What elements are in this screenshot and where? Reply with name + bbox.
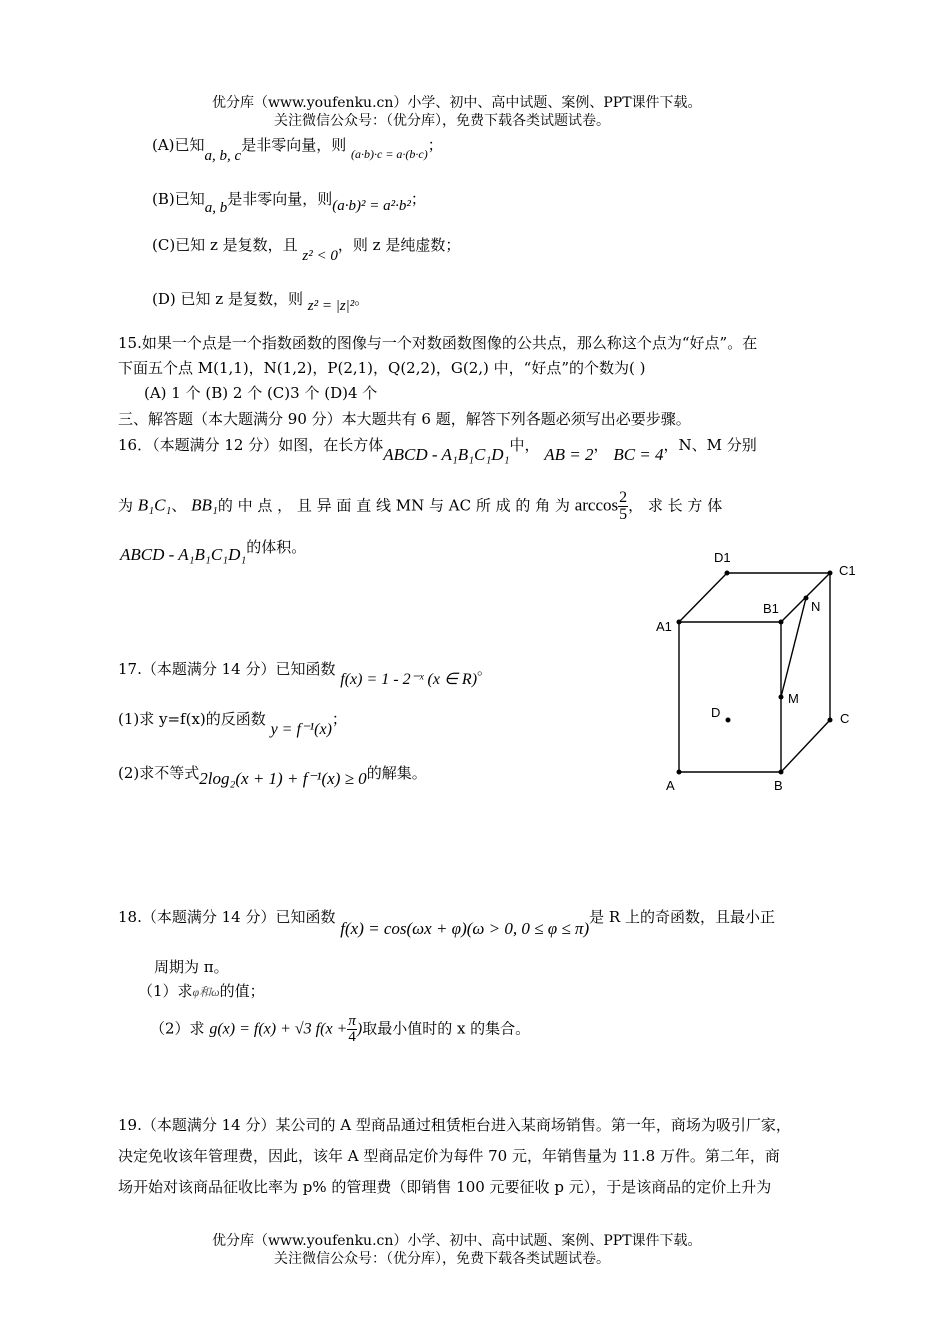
q14-d-prefix: (D) 已知 z 是复数，则: [152, 290, 303, 308]
q16-frac-num: 2: [619, 489, 628, 506]
q14-d-formula: z² = |z|²: [307, 298, 355, 314]
q16-line-2: [118, 490, 834, 523]
q16-line-1: [118, 434, 757, 464]
q15-options: (A) 1 个 (B) 2 个 (C)3 个 (D)4 个: [144, 384, 378, 402]
label-d: D: [711, 705, 721, 720]
q18-p1-formula: φ和ω: [192, 985, 220, 999]
footer-line-1: 优分库（www.youfenku.cn）小学、初中、高中试题、案例、PPT课件下载。: [212, 1233, 702, 1249]
q16-b1c1: B₁C₁: [137, 495, 172, 515]
q18-p2-fraction: [347, 1014, 357, 1045]
label-c1: C1: [839, 563, 856, 578]
q14-c-end: ，则 z 是纯虚数；: [337, 236, 461, 254]
q18-frac-den: 4: [348, 1029, 356, 1045]
q14-a-vectors: a, b, c: [204, 148, 242, 164]
q14-b-prefix: (B)已知: [152, 190, 205, 208]
q18-p2-formula-b: ): [356, 1020, 363, 1038]
q18-intro: 18.（本题满分 14 分）已知函数: [118, 908, 336, 926]
q17-intro: 17.（本题满分 14 分）已知函数: [118, 660, 336, 678]
q14-a-middle: 是非零向量，则: [241, 136, 347, 154]
header-line-2: 关注微信公众号：（优分库），免费下载各类试题试卷。: [274, 113, 610, 129]
q16-line2-text: 的 中 点 ， 且 异 面 直 线 MN 与 AC 所 成 的 角 为: [217, 496, 570, 515]
q18-part-1: [138, 980, 265, 1001]
q16-fraction: [618, 490, 628, 523]
footer-line-2: 关注微信公众号：（优分库），免费下载各类试题试卷。: [274, 1251, 610, 1267]
q16-bb1: BB₁: [191, 495, 218, 515]
edge-b-c: [781, 720, 830, 772]
point-m: [779, 695, 784, 700]
q18-p2-prefix: （2）求: [150, 1019, 205, 1038]
label-d1: D1: [714, 550, 731, 565]
q18-frac-num: π: [348, 1013, 356, 1029]
q15-line-2: 下面五个点 M(1,1)，N(1,2)，P(2,1)，Q(2,2)，G(2,) 中，“好点”的个数为( ): [118, 359, 646, 377]
q17-p1-formula: y = f⁻¹(x): [270, 721, 332, 738]
q14-c-formula: z² < 0: [302, 248, 338, 264]
q14-b-vectors: a, b: [204, 200, 228, 216]
q14-option-a: [152, 134, 443, 164]
q17-p1-prefix: (1)求 y=f(x)的反函数: [118, 710, 266, 728]
q17-function: f(x) = 1 - 2⁻ˣ (x ∈ R): [340, 671, 478, 688]
q14-option-b: [152, 188, 426, 216]
section-3-heading: 三、解答题（本大题满分 90 分）本大题共有 6 题，解答下列各题必须写出必要步骤。: [118, 410, 691, 428]
q17-part-1: [118, 708, 347, 738]
q16-l3-end: 的体积。: [246, 538, 307, 556]
point-b1: [779, 620, 784, 625]
q19-line-1: 19.（本题满分 14 分）某公司的 A 型商品通过租赁柜台进入某商场销售。第一年，商场为吸引厂家，: [118, 1116, 791, 1134]
q14-option-c: [152, 234, 461, 264]
q17-p2-end: 的解集。: [366, 764, 427, 782]
q14-a-prefix: (A)已知: [152, 136, 205, 154]
q19-line-2: 决定免收该年管理费，因此，该年 A 型商品定价为每件 70 元，年销售量为 11.8 万件。第二年，商: [118, 1147, 780, 1165]
segment-mn: [781, 598, 806, 697]
q17-p2-formula: 2log₂(x + 1) + f⁻¹(x) ≥ 0: [199, 769, 367, 788]
q16-sep: 、: [171, 496, 187, 515]
q19-line-3: 场开始对该商品征收比率为 p% 的管理费（即销售 100 元要征收 p 元），于是该商品的定价上升为: [118, 1178, 772, 1196]
q16-line2-end: ， 求 长 方 体: [628, 496, 723, 515]
q17-part-2: [118, 762, 427, 788]
point-d: [726, 718, 731, 723]
q15-line-1: 15.如果一个点是一个指数函数的图像与一个对数函数图像的公共点，那么称这个点为“好点”。在: [118, 334, 758, 352]
q16-arccos: arccos: [574, 495, 619, 515]
point-a: [677, 770, 682, 775]
q18-p2-end: 取最小值时的 x 的集合。: [362, 1019, 531, 1038]
q16-wei: 为: [118, 496, 134, 515]
q16-solid: ABCD - A₁B₁C₁D₁: [383, 445, 510, 464]
q14-c-prefix: (C)已知 z 是复数，且: [152, 236, 298, 254]
q17-end: 。: [477, 660, 493, 678]
q16-line-3: [120, 536, 307, 564]
q14-d-end: 。: [354, 290, 370, 308]
q18-p1-prefix: （1）求: [138, 982, 193, 1000]
q16-l3-solid: ABCD - A₁B₁C₁D₁: [120, 545, 247, 564]
q17-p2-prefix: (2)求不等式: [118, 764, 200, 782]
q16-ab: AB = 2: [544, 445, 594, 464]
q14-a-end: ；: [427, 136, 443, 154]
q17-line-1: [118, 658, 493, 688]
label-a: A: [666, 778, 675, 793]
q14-option-d: [152, 288, 370, 314]
edge-a1-d1: [679, 573, 727, 622]
q16-mid: 中，: [509, 436, 540, 454]
q17-p1-end: ；: [331, 710, 347, 728]
label-c: C: [840, 711, 850, 726]
q18-function: f(x) = cos(ωx + φ)(ω > 0, 0 ≤ φ ≤ π): [340, 919, 590, 938]
q18-p1-end: 的值；: [219, 982, 265, 1000]
point-c: [828, 718, 833, 723]
point-c1: [828, 571, 833, 576]
q14-b-end: ；: [410, 190, 426, 208]
q16-frac-den: 5: [619, 506, 628, 523]
q14-a-formula: (a·b)·c = a·(b·c): [351, 147, 428, 161]
label-b1: B1: [763, 601, 779, 616]
q18-mid: 是 R 上的奇函数，且最小正: [589, 908, 775, 926]
label-a1: A1: [656, 619, 672, 634]
label-b: B: [774, 778, 783, 793]
q18-part-2: [150, 1014, 530, 1045]
q16-nm: ，N、M 分别: [663, 436, 757, 454]
label-n: N: [811, 599, 821, 614]
q18-line-2: 周期为 π。: [154, 958, 229, 976]
label-m: M: [788, 691, 799, 706]
point-b: [779, 770, 784, 775]
point-a1: [677, 620, 682, 625]
prism-figure: [650, 545, 865, 800]
q16-comma: ，: [593, 436, 609, 454]
q18-p2-formula-a: g(x) = f(x) + √3 f(x +: [209, 1020, 348, 1038]
q16-bc: BC = 4: [613, 445, 664, 464]
point-n: [804, 596, 809, 601]
q14-b-middle: 是非零向量，则: [227, 190, 333, 208]
header-line-1: 优分库（www.youfenku.cn）小学、初中、高中试题、案例、PPT课件下载。: [212, 95, 702, 111]
q14-b-formula: (a·b)² = a²·b²: [332, 198, 411, 214]
q16-intro: 16．（本题满分 12 分）如图，在长方体: [118, 436, 384, 454]
q18-line-1: [118, 906, 775, 938]
point-d1: [725, 571, 730, 576]
